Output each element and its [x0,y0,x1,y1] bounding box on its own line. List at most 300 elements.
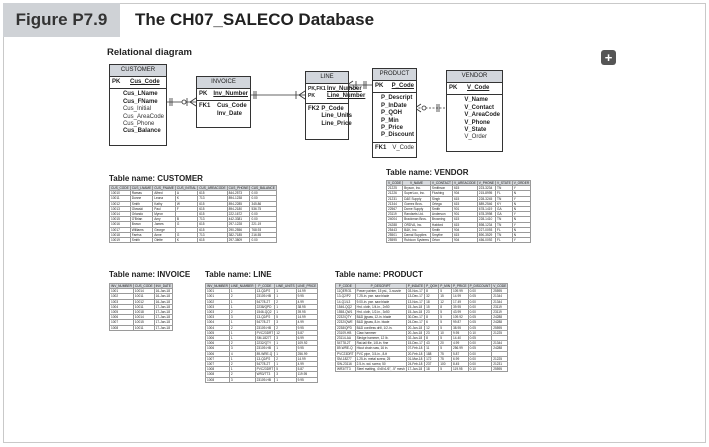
table-cell: 1001 [206,289,230,294]
table-cell: 13-Q2/P2 [336,294,356,299]
table-cell: 54778-2T [336,341,356,346]
table-cell: 1003 [206,315,230,320]
table-cell: 615 [453,186,478,191]
table-cell: 54778-2T [255,320,275,325]
table-cell: 1005 [110,310,134,315]
line-pk-field: Line_Number [327,93,366,100]
table-cell: Ramas [130,191,153,196]
table-cell: 0.00 [468,289,492,294]
customer-table-title: Table name: CUSTOMER [109,174,203,183]
attr: V_Phone [464,119,490,126]
column-header: P_DESCRIPT [355,284,406,289]
table-cell: Olowski [130,206,153,211]
column-header: V_NAME [403,181,431,186]
table-cell: 23109-HB [336,330,356,335]
column-header: V_CODE [388,181,402,185]
table-cell: 9.00-in. pwr. saw blade [355,299,406,304]
table-cell: 1008 [206,372,230,377]
attr: Cus_FName [122,98,158,105]
table-cell: 38.95 [296,304,318,309]
table-row [206,377,318,382]
table-cell: 17-Jan-18 [154,304,172,309]
attr: Cus_LName [122,91,158,98]
table-cell: A [175,191,197,196]
table-cell: 9.95 [296,325,318,330]
table-cell: 7.25-in. pwr. saw blade [355,294,406,299]
table-cell: 1 [275,362,296,367]
table-cell: 14.99 [452,294,469,299]
table-cell: 2 [275,356,296,361]
table-cell: 16-Jan-18 [154,289,172,294]
table-cell: Hrd. cloth, 1/4-in., 2x50 [355,304,406,309]
table-cell: 890-3529 [477,233,495,238]
vendor-table [386,180,531,243]
expand-plus-icon[interactable]: + [601,50,616,65]
table-cell: 5 [275,315,296,320]
table-cell: 0.00 [250,191,276,196]
table-cell: 4.99 [452,341,469,346]
table-cell: 21344 [492,294,508,299]
table-cell: 1 [229,320,255,325]
table-cell: 2 [275,325,296,330]
table-cell: 615 [198,212,227,217]
table-cell: Brown [130,222,153,227]
table-cell: 615 [198,227,227,232]
table-cell: 3 [275,372,296,377]
table-cell: 109.92 [452,315,469,320]
table-cell: 23109-HB [255,377,275,382]
table-cell: 23114-AA [336,336,356,341]
table-cell: 5 [439,325,452,330]
table-cell: 23109-HB [255,346,275,351]
invoice-table-title: Table name: INVOICE [109,270,191,279]
table-cell: 536.75 [250,206,276,211]
table-cell: 2 [275,299,296,304]
attr: Cus_Phone [122,121,155,128]
table-cell: 07-Feb-18 [406,346,424,351]
attr: V_Order [464,134,487,141]
table-cell: N [512,191,530,196]
table-cell: 1546-QQ2 [255,310,275,315]
table-cell: 227-0093 [477,227,495,232]
table-cell: 615 [198,238,227,243]
attr: Cus_Balance [122,128,161,135]
table-cell: 30-Dec-17 [407,315,423,320]
table-cell: 1003 [110,299,134,304]
table-cell: 768.93 [250,227,276,232]
table-cell: 2.5-in. wd. screw, 50 [355,362,406,367]
table-row [110,325,173,330]
table-cell: 1 [275,351,296,356]
table-cell: Power painter, 15 psi., 3-nozzle [355,289,406,294]
table-cell: 1546-QQ2 [336,304,356,309]
entity-invoice [196,76,251,128]
table-cell: 1008 [206,367,230,372]
table-cell: Ortega [430,201,452,206]
table-cell: 24288 [387,222,403,227]
table-cell: 904 [453,191,478,196]
table-cell: 17.49 [452,299,469,304]
invoice-table [109,283,173,331]
column-header: P_CODE [255,284,275,289]
table-cell: TN [496,196,513,201]
table-cell: 17-Jan-18 [154,325,172,330]
column-header: P_PRICE [453,284,467,288]
table-cell: SM-18277 [336,356,356,361]
column-header: LINE_NUMBER [230,284,254,288]
table-cell: SuperLoo, Inc. [403,191,431,196]
table-cell: 21231 [492,362,508,367]
table-cell: Myron [153,212,176,217]
table-cell: 10017 [110,227,131,232]
table-cell: 1 [275,294,296,299]
table-cell: 713 [198,232,227,237]
table-cell: 13-Nov-17 [407,299,423,304]
attr: V_AreaCode [464,112,500,119]
table-cell: Brackman Bros. [403,217,431,222]
table-cell: 43 [425,341,439,346]
table-cell: 75 [439,356,452,361]
attr: P_Descript [380,95,413,102]
table-cell: Amy [153,217,176,222]
table-cell: 615 [453,222,478,227]
table-cell: 2 [229,362,255,367]
table-cell: 1002 [110,294,134,299]
table-cell: 2 [229,341,255,346]
table-cell: 21231 [387,196,403,201]
table-cell: G [175,232,197,237]
entity-line [305,71,366,140]
table-cell: Y [512,222,530,227]
table-cell: 3 [275,320,296,325]
fk-label: FK2 [308,105,320,112]
table-cell: 39.95 [452,304,469,309]
attr: Cus_Code [217,103,247,110]
table-cell: 9.95 [296,294,318,299]
table-cell: 17-Jan-18 [154,320,172,325]
attr: P_Discount [380,132,414,139]
table-cell: 3 [229,346,255,351]
table-cell: 11 [425,346,439,351]
table-cell: K [175,196,197,201]
table-cell: 15-Jan-18 [406,304,424,309]
table-cell: Anderson [430,212,452,217]
table-cell: 10011 [133,325,154,330]
table-cell: 54778-2T [255,362,275,367]
table-cell: 1 [229,304,255,309]
column-header: P_QOH [426,284,438,288]
table-cell: 2238/QPD [336,325,356,330]
table-cell: TN [496,186,513,191]
table-cell: 456-0092 [477,238,495,243]
table-cell: 221.19 [250,222,276,227]
table-cell: George [153,227,176,232]
table-header-row [206,284,318,289]
table-cell: 13-Dec-17 [407,294,423,299]
table-cell: FL [496,238,513,243]
table-cell: TN [496,217,513,222]
table-cell: Hrd. cloth, 1/2-in., 3x50 [355,310,406,315]
table-cell: TN [496,222,513,227]
table-cell: 10015 [110,217,131,222]
table-cell: Rat-tail file, 1/8-in. fine [355,341,406,346]
table-cell: 25595 [492,289,508,294]
attr: Cus_Initial [122,106,151,113]
table-cell: 2 [229,310,255,315]
table-cell: 32 [425,294,439,299]
table-cell: 3 [229,377,255,382]
table-cell: 256.99 [452,346,469,351]
table-cell: 23119 [387,212,403,217]
table-cell: 8 [425,289,439,294]
table-cell: FL [496,191,513,196]
table-cell: 24-Dec-17 [407,320,423,325]
table-cell: TN [496,233,513,238]
table-cell: 10019 [110,238,131,243]
table-cell: Orlando [130,212,153,217]
column-header: P_INDATE [407,284,424,288]
customer-pk-field: Cus_Code [130,79,160,85]
table-cell: 256.99 [296,351,318,356]
table-cell: 10011 [133,304,154,309]
table-cell: WR3/TT3 [255,372,275,377]
table-cell: 12 [275,330,296,335]
table-cell: 10011 [133,294,154,299]
table-cell: 0.10 [468,330,492,335]
table-cell: 889-2546 [477,201,495,206]
table-cell: 25595 [387,238,403,243]
table-cell: B&K, Inc. [403,227,431,232]
table-cell: 2238/QPD [255,304,275,309]
table-cell: 290-2556 [227,227,250,232]
attr: P_QOH [380,110,402,117]
table-cell: 12 [439,299,452,304]
attr: V_Name [464,97,488,104]
table-cell: 1004 [206,325,230,330]
table-cell: 109.99 [452,289,469,294]
table-cell: PVC23DRT [256,330,274,335]
relational-diagram-title: Relational diagram [107,47,192,58]
table-cell: Smith [430,207,452,212]
table-cell: KY [496,201,513,206]
entity-customer-attrs [110,89,166,137]
table-cell: N [512,227,530,232]
table-cell: 3 [229,315,255,320]
entity-product-name: PRODUCT [373,69,416,81]
table-cell: 5 [439,289,452,294]
table-cell: 1 [229,356,255,361]
table-cell: ORDVA, Inc. [403,222,431,227]
table-cell: 0.00 [468,310,492,315]
table-cell: 89-WRE-Q [336,346,356,351]
table-cell: 39.95 [296,310,318,315]
table-cell: 9.95 [296,377,318,382]
table-cell: 228-3245 [477,196,495,201]
table-cell: 1007 [110,320,134,325]
table-cell: 21344 [492,299,508,304]
table-cell: B&D cordless drill, 1/2-in. [355,325,406,330]
table-cell: Singh [430,196,452,201]
table-cell: 75 [439,351,452,356]
table-cell: 10011 [110,196,131,201]
table-cell: 119.95 [452,367,469,372]
table-cell: 8 [425,315,439,320]
table-cell: 1007 [206,362,230,367]
table-cell: SW-23116 [336,362,356,367]
table-cell: 15-Jan-18 [406,310,424,315]
table-cell: 222-1672 [227,212,250,217]
table-cell: 615 [198,222,227,227]
table-cell: 21225 [387,186,403,191]
table-cell: 17-Jan-18 [154,310,172,315]
table-cell: Leona [153,196,176,201]
table-cell: 15 [439,294,452,299]
table-cell: Paul [153,206,176,211]
table-cell: 100 [439,362,452,367]
fk-label: FK1 [375,144,387,151]
table-cell: 615 [198,201,227,206]
product-fk-field: V_Code [392,144,414,151]
table-cell: 20 [439,341,452,346]
table-cell: 0.00 [250,238,276,243]
table-cell: 1007 [206,356,230,361]
table-cell: B [175,217,197,222]
table-cell: 1006 [206,341,230,346]
table-row [336,367,508,372]
table-cell: SM-18277 [255,336,275,341]
table-cell: 10010 [110,191,131,196]
table-cell: Hicut chain saw, 16 in. [355,346,406,351]
attr: Cus_AreaCode [122,113,164,120]
table-cell: 615 [453,201,478,206]
table-cell: PVC23DRT [337,351,354,356]
table-cell: 13-Q2/P2 [255,289,275,294]
table-cell: 297-1228 [227,222,250,227]
table-cell: 10016 [110,222,131,227]
table-row [110,238,277,243]
column-header: INV_DATE [155,284,171,288]
attr: P_Price [380,125,404,132]
table-cell: 21344 [492,341,508,346]
table-cell: 5.87 [296,330,318,335]
table-cell: 3 [275,336,296,341]
pk-label: PK [112,79,121,85]
table-cell: 1003 [206,310,230,315]
vendor-pk-field: V_Code [467,85,490,91]
column-header: INV_NUMBER [111,284,132,288]
table-cell: 0.10 [468,367,492,372]
table-cell: 20-Jan-18 [406,330,424,335]
table-cell: 119.95 [296,372,318,377]
column-header: CUS_INITIAL [176,186,197,190]
table-cell: 14.99 [296,356,318,361]
column-header: V_ORDER [513,181,530,185]
column-header: V_CODE [493,284,507,288]
table-cell: 6 [425,320,439,325]
table-cell: 12 [425,325,439,330]
column-header: LINE_PRICE [297,284,317,288]
table-cell: GA [496,212,513,217]
table-cell: 13-Q2/P2 [255,315,275,320]
table-cell: K [175,238,197,243]
table-cell: 1 [275,346,296,351]
table-cell: 1 [275,304,296,309]
table-cell: 0.05 [468,346,492,351]
table-cell: Smithson [430,186,452,191]
table-cell: N [512,233,530,238]
table-cell: 23119 [492,310,508,315]
table-cell: Hakford [430,222,452,227]
table-cell: 345.86 [250,201,276,206]
table-cell: 615 [198,206,227,211]
table-cell: PVC pipe, 3.5-in., 8-ft [355,351,406,356]
table-cell: 0.05 [468,294,492,299]
line-table [205,283,318,383]
product-pk-field: P_Code [391,83,414,89]
table-cell: 02-Jan-18 [406,336,424,341]
table-cell: B&D jigsaw, 8-in. blade [355,320,406,325]
table-cell: 1005 [206,330,230,335]
attr: P_Code [321,105,344,112]
table-cell: 0.00 [468,341,492,346]
table-cell: 25595 [492,325,508,330]
table-cell: 03-Nov-17 [407,289,423,294]
table-cell: Y [512,196,530,201]
table-header-row [110,186,277,191]
table-cell: 24288 [492,320,508,325]
table-cell: Smythe [430,233,452,238]
column-header: P_DISCOUNT [469,284,491,288]
table-cell: 17-Jan-18 [154,315,172,320]
table-cell: Y [512,186,530,191]
table-cell: 10014 [133,315,154,320]
table-cell: 442-3381 [227,217,250,222]
product-table-title: Table name: PRODUCT [335,270,423,279]
table-cell: 1004 [206,320,230,325]
table-cell: 20-Jan-18 [406,325,424,330]
table-cell: Claw hammer [355,330,406,335]
table-cell: 9.95 [452,330,469,335]
table-cell: Olette [153,238,176,243]
table-cell: 25595 [492,367,508,372]
table-cell: 0.05 [468,325,492,330]
entity-invoice-name: INVOICE [197,77,250,89]
table-cell: 13-Q2/P2 [255,356,275,361]
attr: Inv_Date [217,110,243,117]
table-cell: 678-1419 [477,207,495,212]
table-cell: 1 [229,289,255,294]
table-cell: 54778-2T [255,299,275,304]
table-cell: 25501 [387,233,403,238]
table-cell: 1008 [206,377,230,382]
table-cell: Flushing [430,191,452,196]
table-cell: 2232/QTY [255,341,275,346]
table-cell: FL [496,227,513,232]
table-row [387,238,531,243]
table-cell: 10014 [133,289,154,294]
column-header: V_PHONE [478,181,495,185]
table-cell: 0.00 [250,212,276,217]
table-cell: 21225 [492,356,508,361]
table-cell: Dunne [130,196,153,201]
customer-table [109,185,277,243]
table-cell: 894-2285 [227,201,250,206]
table-cell: 1.25-in. metal screw, 25 [355,356,406,361]
table-cell: 89-WRE-Q [255,351,275,356]
table-cell: 18 [425,299,439,304]
table-cell: 0.05 [468,336,492,341]
table-cell: 14.99 [296,289,318,294]
